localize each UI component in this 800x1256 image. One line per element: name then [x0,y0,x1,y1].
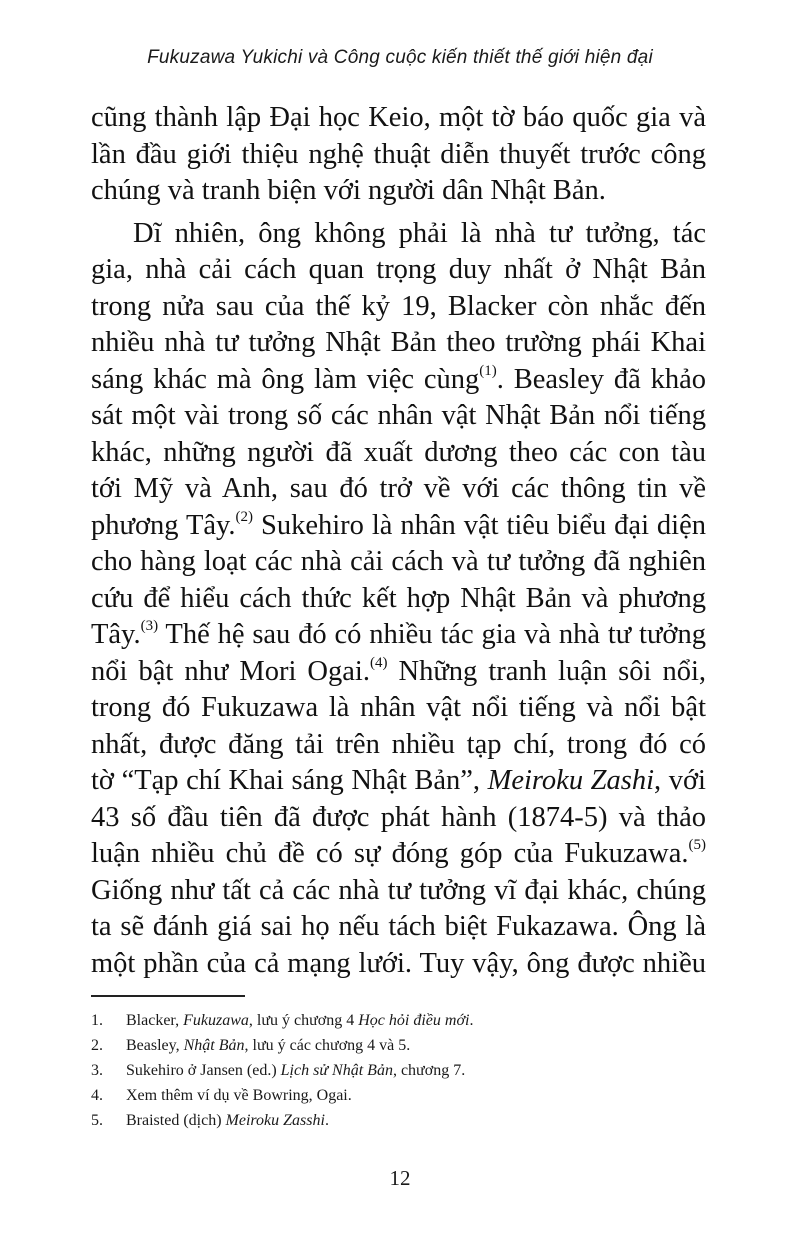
text-span: tờ “Tạp chí Khai sáng Nhật Bản”, [91,765,488,796]
footnote-text: Xem thêm ví dụ về Bowring, Ogai. [126,1087,352,1104]
text-line: cho hàng loạt các nhà cải cách và tư tưởng đã nghiên [91,546,706,577]
text-span: , lưu ý các chương 4 và 5. [244,1037,411,1054]
text-line: nhất, được đăng tải trên nhiều tạp chí, trong đó có [91,728,706,760]
text-line: Dĩ nhiên, ông không phải là nhà tư tưởng, tác [133,217,706,249]
footnote-text [126,1058,465,1083]
text-span: Beasley, [126,1037,184,1054]
text-span: . [469,1012,474,1029]
footnote-number: 2. [91,1037,103,1054]
footnotes [91,1008,706,1133]
italic-title: Lịch sử Nhật Bản [280,1062,393,1079]
footnote-divider [91,995,245,997]
text-span: Blacker, [126,1012,184,1029]
italic-title: Học hỏi điều mới [358,1012,470,1029]
text-span: Sukehiro ở Jansen (ed.) [126,1062,281,1079]
paragraph [91,216,706,983]
text-line: cũng thành lập Đại học Keio, một tờ báo quốc gia và [91,102,706,133]
footnote-ref: (2) [235,508,254,525]
text-line: cứu để hiểu cách thức kết hợp Nhật Bản và phương [91,582,706,614]
text-span: Thế hệ sau đó có nhiều tác gia và nhà tư tưởng [158,619,706,650]
footnote-number: 1. [91,1012,103,1029]
footnote [91,1008,706,1033]
text-line [91,362,706,399]
running-head: Fukuzawa Yukichi và Công cuộc kiến thiết thế giới hiện đại [147,47,653,68]
italic-title: Nhật Bản [183,1037,245,1054]
text-line: 43 số đầu tiên đã được phát hành (1874-5) và thảo [91,801,706,833]
text-line: một phần của cả mạng lưới. Tuy vậy, ông được nhiều [91,947,706,979]
text-line: tới Mỹ và Anh, sau đó trở về với các thông tin về [91,473,706,504]
paragraph [91,100,706,210]
text-span: Những tranh luận sôi nổi, [387,655,706,687]
text-span: Sukehiro là nhân vật tiêu biểu đại diện [253,509,707,541]
text-span: . [324,1112,329,1129]
text-line: trong nửa sau của thế kỷ 19, Blacker còn nhắc đến [91,290,706,322]
text-line: lần đầu giới thiệu nghệ thuật diễn thuyết trước công [91,138,706,170]
text-line [91,836,706,873]
main-text [91,100,706,982]
footnote-number: 3. [91,1062,103,1079]
text-span: phương Tây. [91,509,236,541]
text-line: gia, nhà cải cách quan trọng duy nhất ở Nhật Bản [91,254,706,285]
footnote [91,1058,706,1083]
text-line: ta sẽ đánh giá sai họ nếu tách biệt Fukazawa. Ông là [91,911,706,942]
text-line: khác, những người đã xuất dương theo các con tàu [91,436,706,468]
text-span: , lưu ý chương 4 [248,1012,359,1029]
footnote-text [126,1008,473,1033]
footnote-number: 5. [91,1112,103,1129]
text-line [91,508,706,545]
text-line: chúng và tranh biện với người dân Nhật Bản. [91,175,606,206]
footnote [91,1108,706,1133]
italic-title: Meiroku Zashi [487,765,655,796]
text-line [91,617,706,654]
footnote-ref: (4) [369,654,388,671]
italic-title: Meiroku Zasshi [225,1112,325,1129]
text-line [91,763,706,800]
text-span: Tây. [91,619,141,650]
footnote-text [126,1108,329,1133]
text-line [91,654,706,691]
footnote-number: 4. [91,1087,103,1104]
text-span: nổi bật như Mori Ogai. [91,655,370,687]
footnote-ref: (3) [140,618,159,634]
text-span: , với [654,765,706,796]
footnote-ref: (1) [479,362,497,379]
footnote [91,1083,706,1108]
footnote-text [126,1033,410,1058]
text-line: nhiều nhà tư tưởng Nhật Bản theo trường phái Khai [91,327,706,358]
text-line: Giống như tất cả các nhà tư tưởng vĩ đại khác, chúng [91,874,706,906]
footnote-ref: (5) [688,837,706,853]
page-number: 12 [389,1166,411,1190]
text-span: Braisted (dịch) [126,1112,226,1129]
text-span: . Beasley đã khảo [496,363,706,395]
text-span: luận nhiều chủ đề có sự đóng góp của Fukuzawa. [91,838,689,869]
italic-title: Fukuzawa [183,1012,249,1029]
text-line: trong đó Fukuzawa là nhân vật nổi tiếng và nổi bật [91,692,706,723]
footnote [91,1033,706,1058]
text-line: sát một vài trong số các nhân vật Nhật Bản nổi tiếng [91,400,706,431]
text-span: , chương 7. [392,1062,466,1079]
text-span: sáng khác mà ông làm việc cùng [91,363,480,395]
